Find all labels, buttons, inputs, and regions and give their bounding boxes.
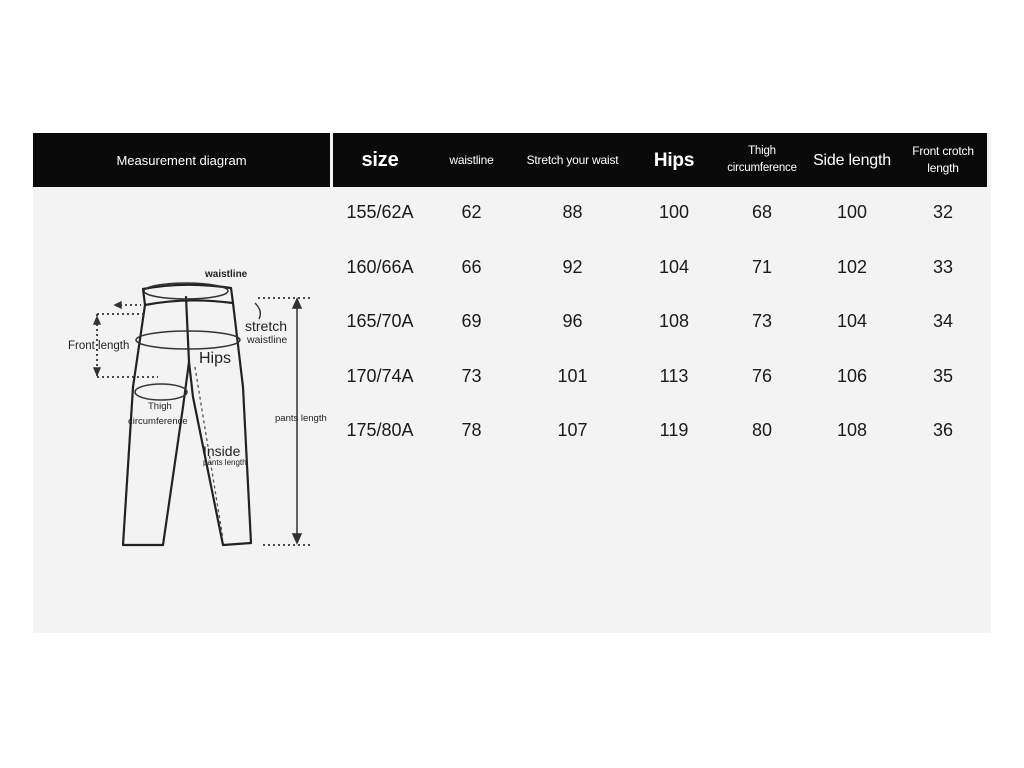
cell-hips: 100: [658, 201, 690, 222]
cell-thigh: 73: [751, 310, 773, 331]
column-header-size: size: [361, 148, 399, 171]
cell-side-length: 100: [836, 201, 868, 222]
label-circumference: circumference: [128, 416, 188, 427]
label-waistline: waistline: [205, 269, 248, 280]
column-header-side-length: Side length: [813, 151, 891, 169]
cell-stretch-waist: 101: [557, 365, 588, 386]
cell-waistline: 62: [461, 201, 482, 222]
cell-size: 175/80A: [346, 419, 414, 440]
table-row: [333, 252, 987, 282]
cell-waistline: 66: [461, 256, 482, 277]
cell-size: 155/62A: [346, 201, 414, 222]
cell-side-length: 102: [836, 256, 868, 277]
column-header-waistline: waistline: [449, 152, 494, 167]
cell-hips: 104: [658, 256, 690, 277]
column-header-thigh: Thigh circumference: [727, 145, 797, 174]
measurement-diagram-header: [33, 133, 330, 187]
cell-hips: 113: [659, 365, 689, 386]
pants-outline-icon: [33, 187, 330, 633]
label-stretch-waistline: waistline: [247, 334, 288, 346]
label-thigh: Thigh: [148, 401, 172, 412]
column-header-front-crotch: Front crotch length: [912, 144, 974, 175]
cell-waistline: 73: [461, 365, 482, 386]
cell-size: 165/70A: [346, 310, 414, 331]
table-row: [333, 361, 987, 391]
column-header-stretch-waist: Stretch your waist: [526, 152, 619, 167]
cell-waistline: 69: [461, 310, 482, 331]
label-front-length: Front length: [68, 340, 130, 352]
table-header: [333, 133, 987, 187]
cell-stretch-waist: 92: [562, 256, 583, 277]
cell-side-length: 108: [836, 419, 868, 440]
label-inside: Inside: [203, 443, 241, 459]
cell-front-crotch: 33: [932, 256, 954, 277]
measurement-diagram-title: Measurement diagram: [116, 152, 247, 168]
cell-thigh: 80: [751, 419, 773, 440]
cell-front-crotch: 34: [932, 310, 954, 331]
cell-thigh: 76: [751, 365, 773, 386]
cell-front-crotch: 36: [932, 419, 954, 440]
cell-side-length: 106: [836, 365, 868, 386]
table-row: [333, 306, 987, 336]
label-hips: Hips: [199, 350, 232, 367]
cell-size: 160/66A: [346, 256, 414, 277]
cell-waistline: 78: [461, 419, 482, 440]
cell-stretch-waist: 96: [562, 310, 583, 331]
cell-stretch-waist: 107: [557, 419, 588, 440]
label-inside-pants-length: pants length: [203, 458, 247, 467]
cell-side-length: 104: [836, 310, 868, 331]
cell-front-crotch: 35: [932, 365, 954, 386]
label-pants-length: pants length: [275, 413, 327, 424]
cell-front-crotch: 32: [932, 201, 954, 222]
measurement-diagram: [33, 187, 330, 633]
cell-size: 170/74A: [346, 365, 414, 386]
label-stretch: stretch: [245, 318, 288, 334]
cell-thigh: 71: [751, 256, 773, 277]
column-header-hips: Hips: [653, 149, 695, 171]
table-row: [333, 415, 987, 445]
cell-stretch-waist: 88: [562, 201, 583, 222]
cell-thigh: 68: [751, 201, 773, 222]
table-row: [333, 197, 987, 227]
cell-hips: 119: [659, 419, 689, 440]
cell-hips: 108: [658, 310, 690, 331]
